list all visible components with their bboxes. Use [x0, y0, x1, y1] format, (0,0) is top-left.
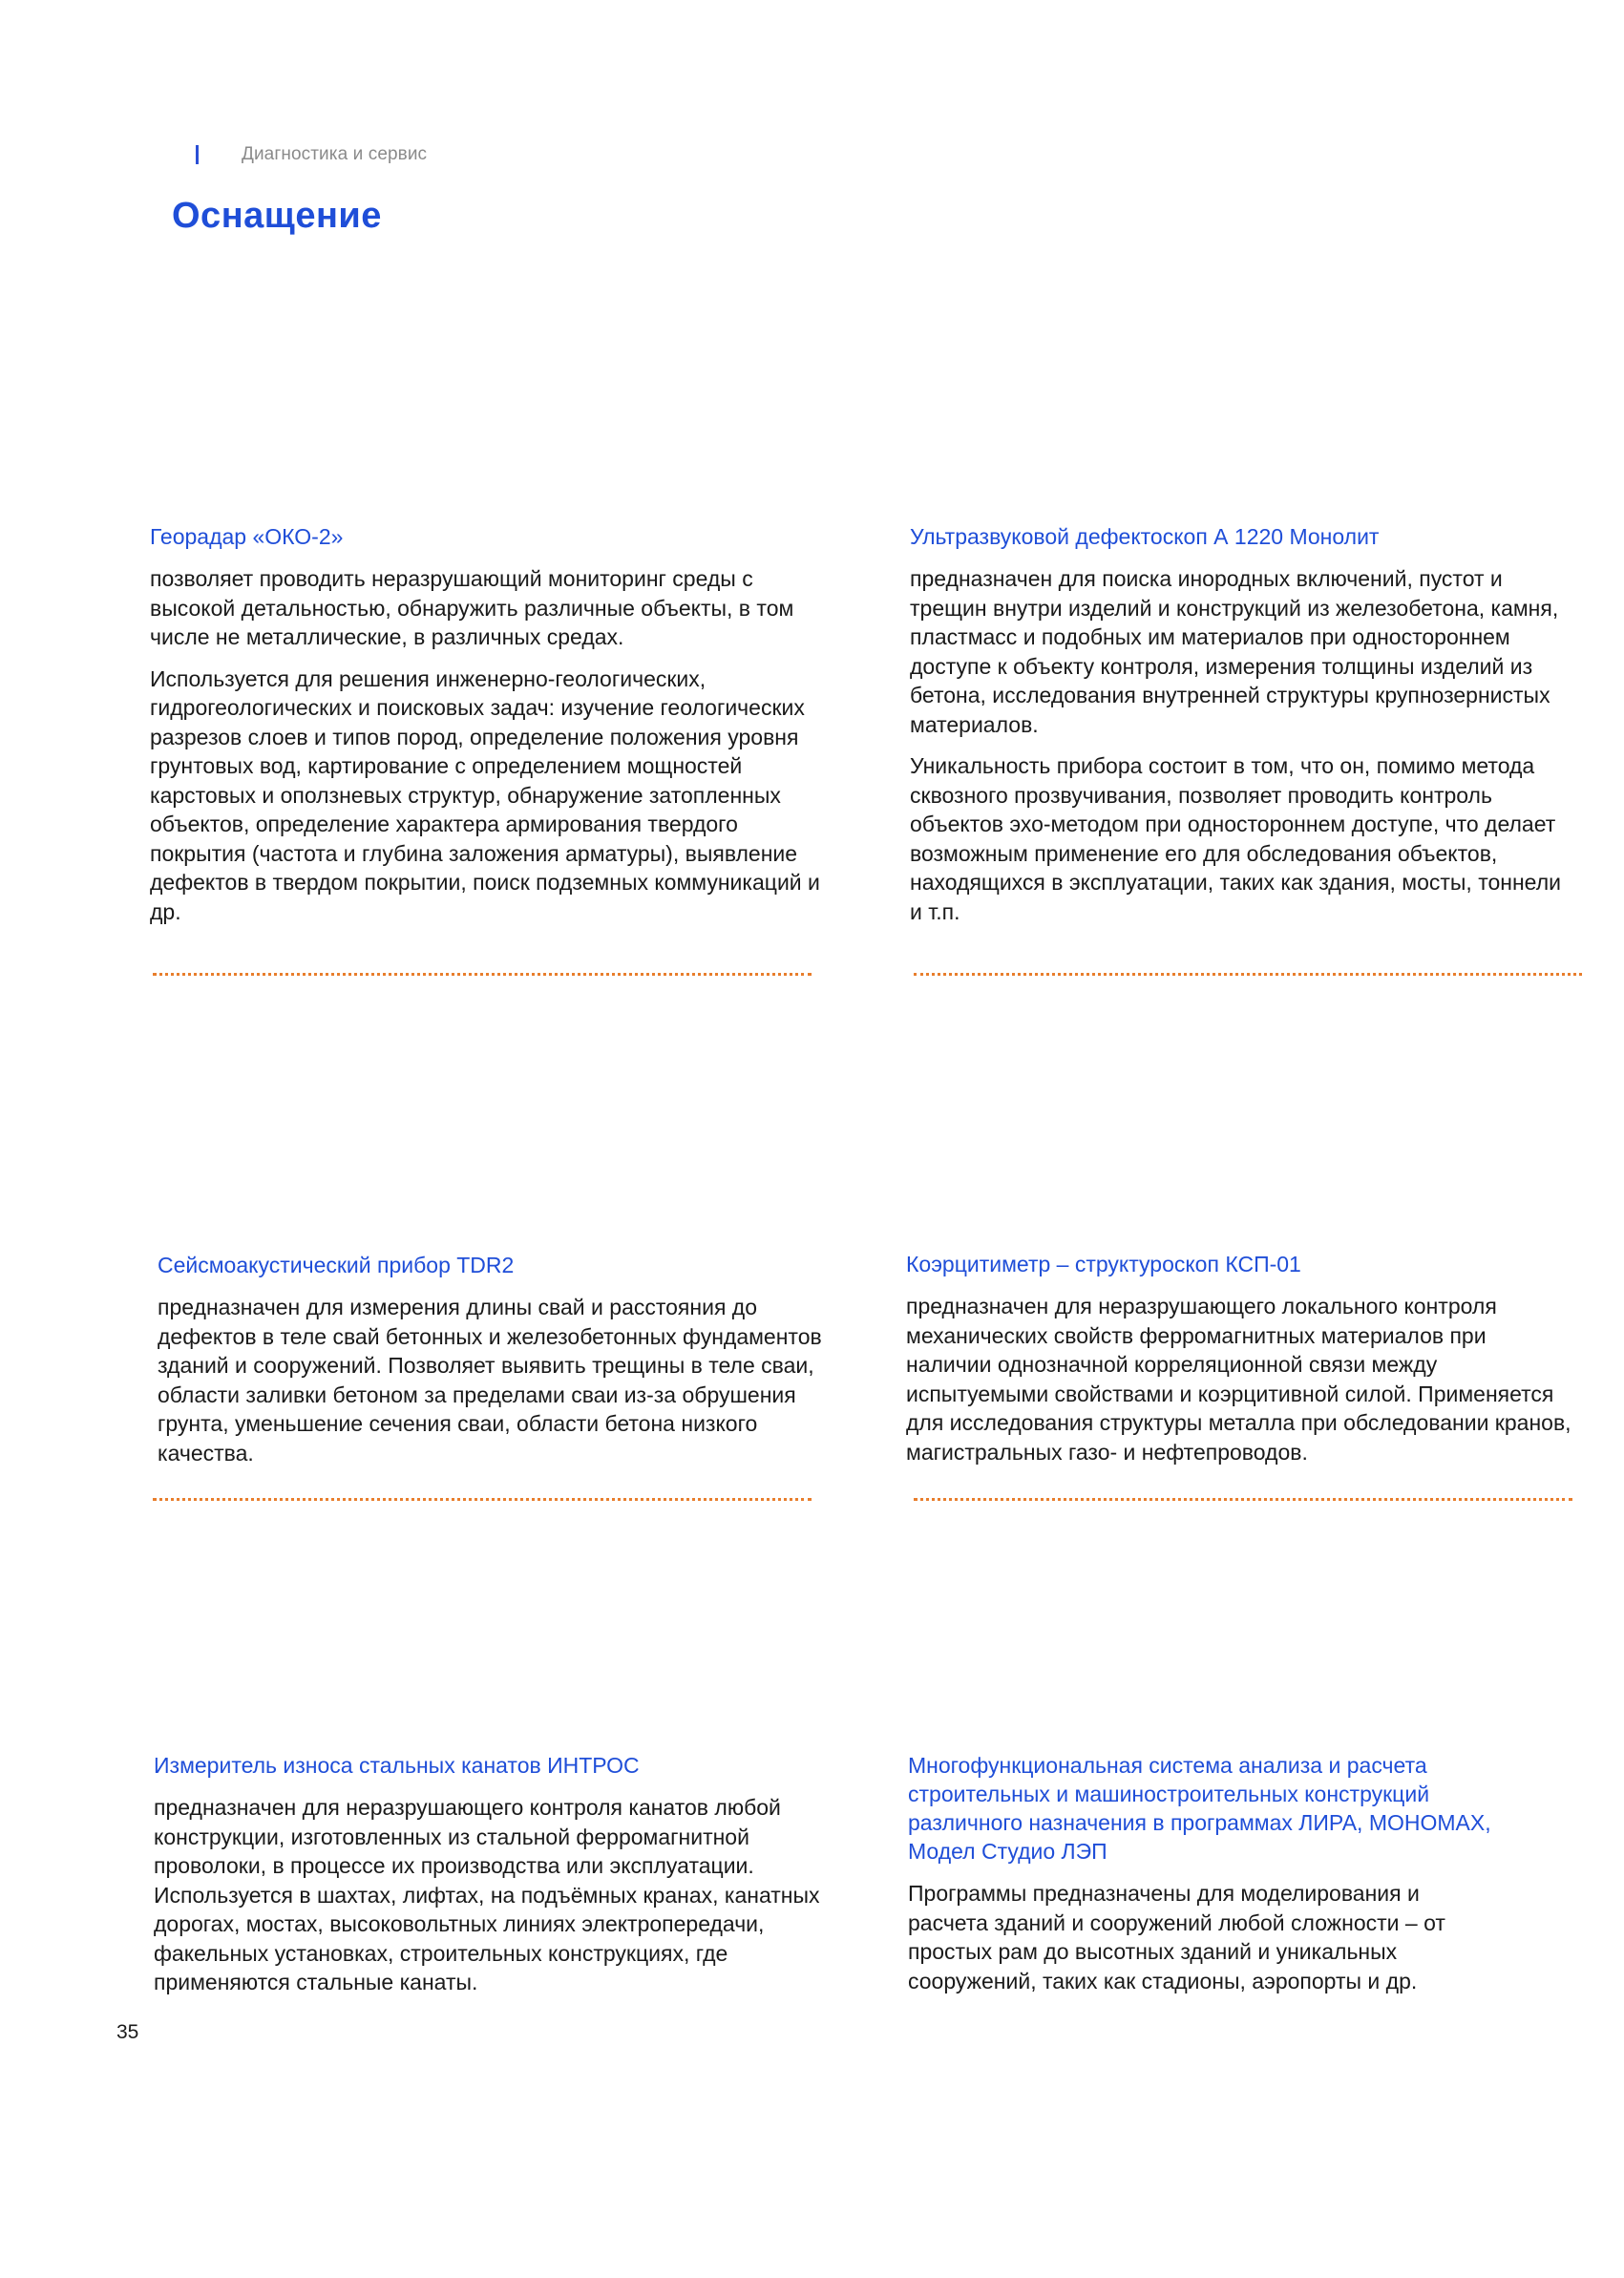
equipment-item-flaw-detector — [910, 522, 1578, 926]
item-paragraph: Уникальность прибора состоит в том, что он, помимо метода сквозного прозвучивания, позволяет проводить контроль объектов эхо-методом при одностороннем доступе, что делает возможным применение его для обследования объектов, находящихся в эксплуатации, таких как здания, мосты, тоннели и т.п. — [910, 753, 1561, 924]
dotted-divider — [153, 973, 812, 976]
item-paragraph: Программы предназначены для моделирования и расчета зданий и сооружений любой сложности – от простых рам до высотных зданий и уникальных сооружений, таких как стадионы, аэропорты и др. — [908, 1881, 1445, 1993]
item-title: Многофункциональная система анализа и расчета строительных и машиностроительных конструкций различного назначения в программах ЛИРА, МОНОМАХ, Модел Студио ЛЭП — [908, 1753, 1491, 1864]
section-marker — [196, 145, 199, 164]
dotted-divider — [153, 1498, 812, 1501]
section-label: Диагностика и сервис — [242, 144, 428, 164]
item-paragraph: предназначен для неразрушающего локального контроля механических свойств ферромагнитных материалов при наличии однозначной корреляционной связи между испытуемыми свойствами и коэрцитивной силой. Применяется для исследования структуры металла при обследовании кранов, магистральных газо- и нефтепроводов. — [906, 1294, 1571, 1465]
item-paragraph: позволяет проводить неразрушающий мониторинг среды с высокой детальностью, обнаружить различные объекты, в том числе не металлические, в различных средах. — [150, 566, 794, 649]
item-title: Ультразвуковой дефектоскоп А 1220 Монолит — [910, 524, 1380, 549]
equipment-item-georadar — [150, 522, 837, 926]
equipment-item-seismoacoustic — [158, 1251, 826, 1467]
item-title: Коэрцитиметр – структуроскоп КСП-01 — [906, 1252, 1301, 1276]
item-title: Сейсмоакустический прибор TDR2 — [158, 1253, 515, 1277]
item-paragraph: предназначен для неразрушающего контроля канатов любой конструкции, изготовленных из стальной ферромагнитной проволоки, в процессе их производства или эксплуатации. Используется в шахтах, лифтах, на подъёмных кранах, канатных дорогах, мостах, высоковольтных линиях электропередачи, факельных установках, строительных конструкциях, где применяются стальные канаты. — [154, 1795, 820, 1994]
page-title: Оснащение — [172, 196, 382, 236]
item-paragraph: Используется для решения инженерно-геологических, гидрогеологических и поисковых задач: изучение геологических разрезов слоев и типов пород, определение положения уровня грунтовых вод, картирование с определением мощностей карстовых и оползневых структур, обнаружение затопленных объектов, определение характера армирования твердого покрытия (частота и глубина заложения арматуры), выявление дефектов в твердом покрытии, поиск подземных коммуникаций и др. — [150, 665, 820, 924]
dotted-divider — [914, 1498, 1572, 1501]
item-paragraph: предназначен для поиска инородных включений, пустот и трещин внутри изделий и конструкций из железобетона, камня, пластмасс и подобных им материалов при одностороннем доступе к объекту контроля, измерения толщины изделий из бетона, исследования внутренней структуры крупнозернистых материалов. — [910, 566, 1559, 737]
item-title: Измеритель износа стальных канатов ИНТРОС — [154, 1753, 640, 1778]
equipment-item-lira-software — [908, 1751, 1500, 1995]
page-number: 35 — [116, 2021, 139, 2043]
item-title: Георадар «ОКО-2» — [150, 524, 344, 549]
item-paragraph: предназначен для измерения длины свай и расстояния до дефектов в теле свай бетонных и железобетонных фундаментов зданий и сооружений. Позволяет выявить трещины в теле сваи, области заливки бетоном за пределами сваи из-за обрушения грунта, уменьшение сечения сваи, области бетона низкого качества. — [158, 1295, 822, 1466]
dotted-divider — [914, 973, 1582, 976]
equipment-item-coercimeter — [906, 1250, 1574, 1466]
equipment-item-intros — [154, 1751, 841, 1997]
